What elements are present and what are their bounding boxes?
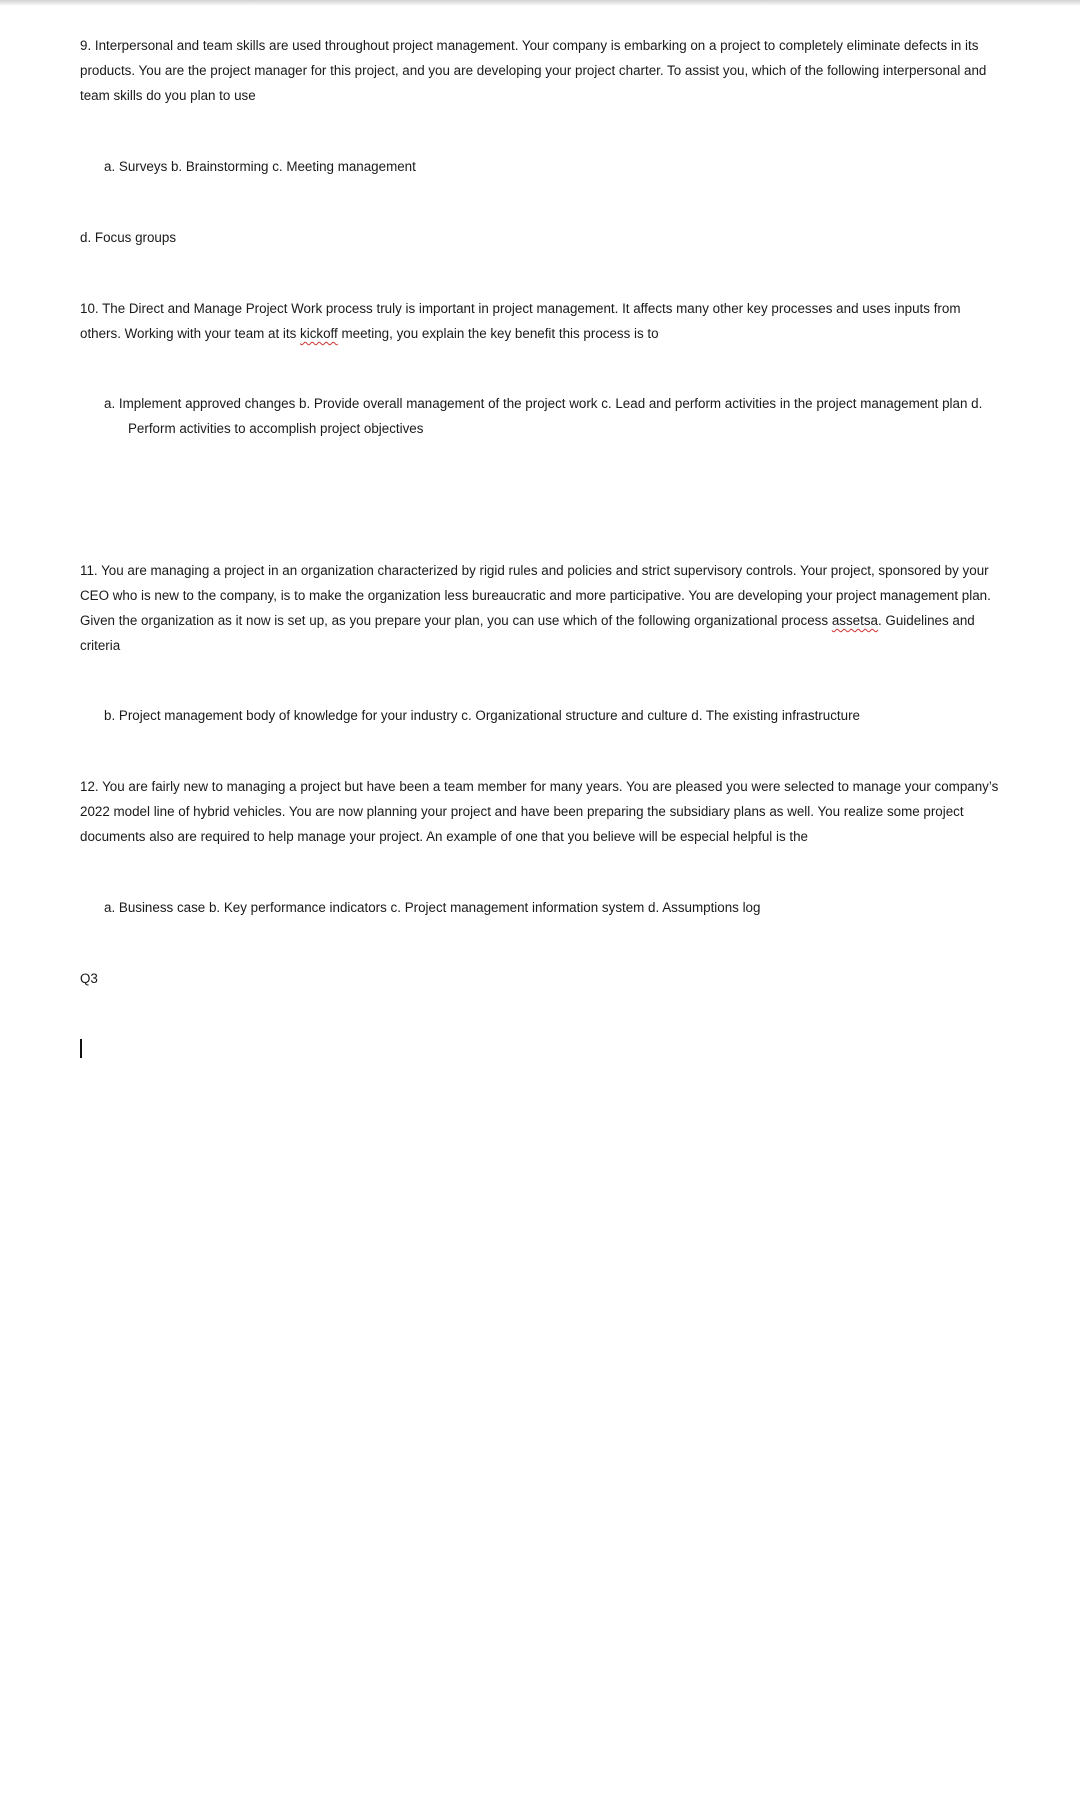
question-10-options: a. Implement approved changes b. Provide overall management of the project work c. Lead and perform activities in the project management plan d. Perform activities to accomplish project objectives [104, 396, 983, 436]
spellcheck-flagged-word[interactable]: kickoff [300, 326, 338, 341]
question-10-text [80, 296, 1000, 346]
question-12-text: 12. You are fairly new to managing a project but have been a team member for many years. You are pleased you were selected to manage your company’s 2022 model line of hybrid vehicles. You are now planning your project and have been preparing the subsidiary plans as well. You realize some project documents also are required to help manage your project. An example of one that you believe will be especial helpful is the [80, 779, 999, 844]
question-11-text-end: . Guidelines and criteria [80, 613, 975, 653]
question-9-option-d: d. Focus groups [80, 230, 177, 245]
question-11-options: b. Project management body of knowledge for your industry c. Organizational structure and culture d. The existing infrastructure [104, 708, 860, 723]
spellcheck-flagged-word[interactable]: assetsa [831, 613, 878, 628]
question-10-text-end: meeting, you explain the key benefit this process is to [337, 326, 659, 341]
question-9-text: 9. Interpersonal and team skills are used throughout project management. Your company is embarking on a project to completely eliminate defects in its products. You are the project manager for this project, and you are developing your project charter. To assist you, which of the following interpersonal and team skills do you plan to use [80, 38, 987, 103]
question-11-text-start: 11. You are managing a project in an organization characterized by rigid rules and policies and strict supervisory controls. Your project, sponsored by your CEO who is new to the company, is to make the organization less bureaucratic and more participative. You are developing your project management plan. Given the organization as it now is set up, as you prepare your plan, you can use which of the following organizational process [80, 563, 991, 628]
question-12-options: a. Business case b. Key performance indicators c. Project management information system d. Assumptions log [104, 900, 761, 915]
question-11-text [80, 558, 1000, 658]
section-label-q3: Q3 [80, 971, 98, 986]
text-cursor[interactable] [80, 1039, 82, 1058]
question-10-text-start: 10. The Direct and Manage Project Work process truly is important in project management. It affects many other key processes and uses inputs from others. Working with your team at its [80, 301, 961, 341]
question-9-options: a. Surveys b. Brainstorming c. Meeting management [104, 159, 416, 174]
